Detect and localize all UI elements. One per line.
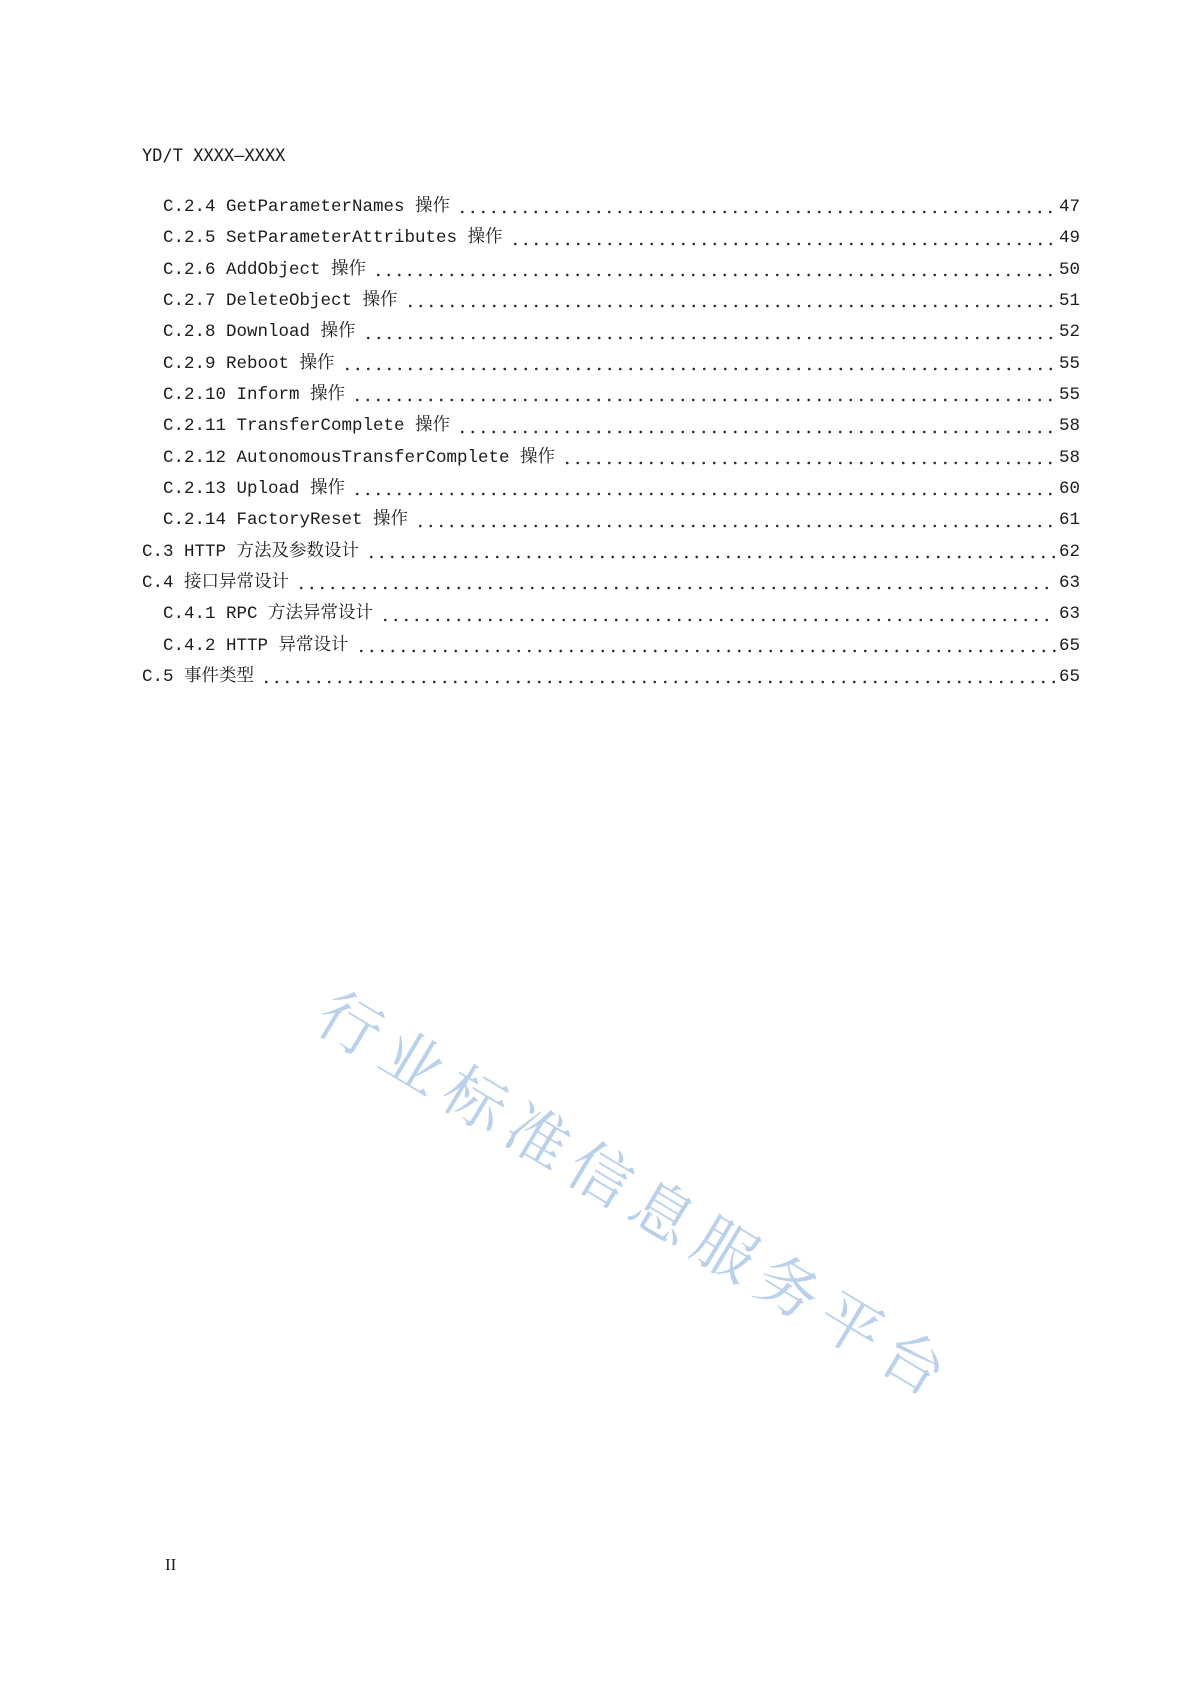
toc-entry — [142, 443, 1080, 474]
toc-entry-page: 65 — [1058, 635, 1080, 656]
toc-entry-title: HTTP 方法及参数设计 — [184, 541, 360, 562]
footer-page-number: II — [165, 1555, 177, 1574]
toc-entry — [142, 662, 1080, 693]
toc-entry-number: C.2.8 — [163, 322, 216, 343]
document-code-header: YD/T XXXX—XXXX — [142, 146, 286, 166]
toc-entry-page: 47 — [1058, 197, 1080, 217]
toc-entry — [142, 349, 1080, 380]
toc-entry-page: 58 — [1058, 416, 1080, 437]
toc-leader-dots — [455, 430, 1056, 434]
toc-entry-title: GetParameterNames 操作 — [226, 197, 451, 217]
toc-entry-number: C.3 — [142, 541, 174, 562]
toc-entry-number: C.4.2 — [163, 635, 216, 656]
toc-entry-page: 62 — [1058, 541, 1080, 562]
toc-entry — [142, 537, 1080, 568]
toc-entry — [142, 631, 1080, 662]
toc-entry-title: HTTP 异常设计 — [226, 635, 349, 656]
toc-entry-number: C.2.14 — [163, 510, 227, 531]
toc-entry-page: 63 — [1058, 572, 1080, 593]
toc-entry-title: AutonomousTransferComplete 操作 — [236, 447, 556, 468]
toc-leader-dots — [361, 336, 1056, 340]
toc-leader-dots — [560, 461, 1056, 465]
toc-entry-title: 事件类型 — [184, 666, 255, 687]
toc-entry-page: 58 — [1058, 447, 1080, 468]
toc-entry-page: 55 — [1058, 353, 1080, 374]
toc-entry-title: AddObject 操作 — [226, 259, 367, 280]
toc-entry — [142, 286, 1080, 317]
toc-leader-dots — [371, 273, 1056, 277]
toc-entry-title: FactoryReset 操作 — [236, 510, 409, 531]
toc-entry-number: C.5 — [142, 666, 174, 687]
toc-entry-page: 55 — [1058, 384, 1080, 405]
toc-entry-page: 50 — [1058, 259, 1080, 280]
toc-entry — [142, 192, 1080, 223]
toc-list — [142, 192, 1080, 693]
toc-entry-number: C.2.5 — [163, 228, 216, 249]
toc-entry — [142, 505, 1080, 536]
toc-leader-dots — [340, 367, 1056, 371]
toc-entry-title: Download 操作 — [226, 322, 356, 343]
toc-entry-number: C.2.10 — [163, 384, 227, 405]
toc-entry — [142, 255, 1080, 286]
toc-entry-page: 63 — [1058, 604, 1080, 625]
toc-entry-title: RPC 方法异常设计 — [226, 604, 374, 625]
toc-entry-number: C.2.13 — [163, 478, 227, 499]
toc-entry-number: C.2.7 — [163, 290, 216, 311]
toc-entry-page: 49 — [1058, 228, 1080, 249]
toc-leader-dots — [378, 618, 1056, 622]
toc-entry — [142, 474, 1080, 505]
toc-entry-number: C.2.6 — [163, 259, 216, 280]
toc-entry-number: C.2.12 — [163, 447, 227, 468]
toc-entry — [142, 599, 1080, 630]
toc-leader-dots — [455, 210, 1056, 214]
toc-entry-title: Inform 操作 — [236, 384, 346, 405]
toc-entry-number: C.4.1 — [163, 604, 216, 625]
toc-entry-title: TransferComplete 操作 — [236, 416, 451, 437]
toc-leader-dots — [350, 492, 1056, 496]
toc-leader-dots — [354, 649, 1056, 653]
toc-entry-number: C.2.11 — [163, 416, 227, 437]
toc-entry-page: 61 — [1058, 510, 1080, 531]
toc-entry-number: C.2.4 — [163, 197, 216, 217]
toc-entry-page: 52 — [1058, 322, 1080, 343]
toc-entry — [142, 411, 1080, 442]
toc-leader-dots — [259, 680, 1056, 684]
toc-entry — [142, 223, 1080, 254]
toc-entry — [142, 317, 1080, 348]
toc-entry — [142, 380, 1080, 411]
toc-leader-dots — [403, 304, 1056, 308]
toc-entry-title: DeleteObject 操作 — [226, 290, 398, 311]
toc-leader-dots — [413, 524, 1056, 528]
toc-entry-page: 65 — [1058, 666, 1080, 687]
toc-leader-dots — [350, 398, 1056, 402]
toc-entry-title: SetParameterAttributes 操作 — [226, 228, 503, 249]
toc-leader-dots — [294, 586, 1056, 590]
toc-entry-title: Reboot 操作 — [226, 353, 335, 374]
toc-entry-page: 60 — [1058, 478, 1080, 499]
toc-entry-number: C.4 — [142, 572, 174, 593]
toc-entry-number: C.2.9 — [163, 353, 216, 374]
toc-leader-dots — [364, 555, 1056, 559]
watermark: 行业标准信息服务平台 — [304, 977, 968, 1416]
toc-entry — [142, 568, 1080, 599]
toc-entry-title: 接口异常设计 — [184, 572, 290, 593]
toc-entry-page: 51 — [1058, 290, 1080, 311]
toc-entry-title: Upload 操作 — [236, 478, 346, 499]
toc-leader-dots — [508, 242, 1056, 246]
